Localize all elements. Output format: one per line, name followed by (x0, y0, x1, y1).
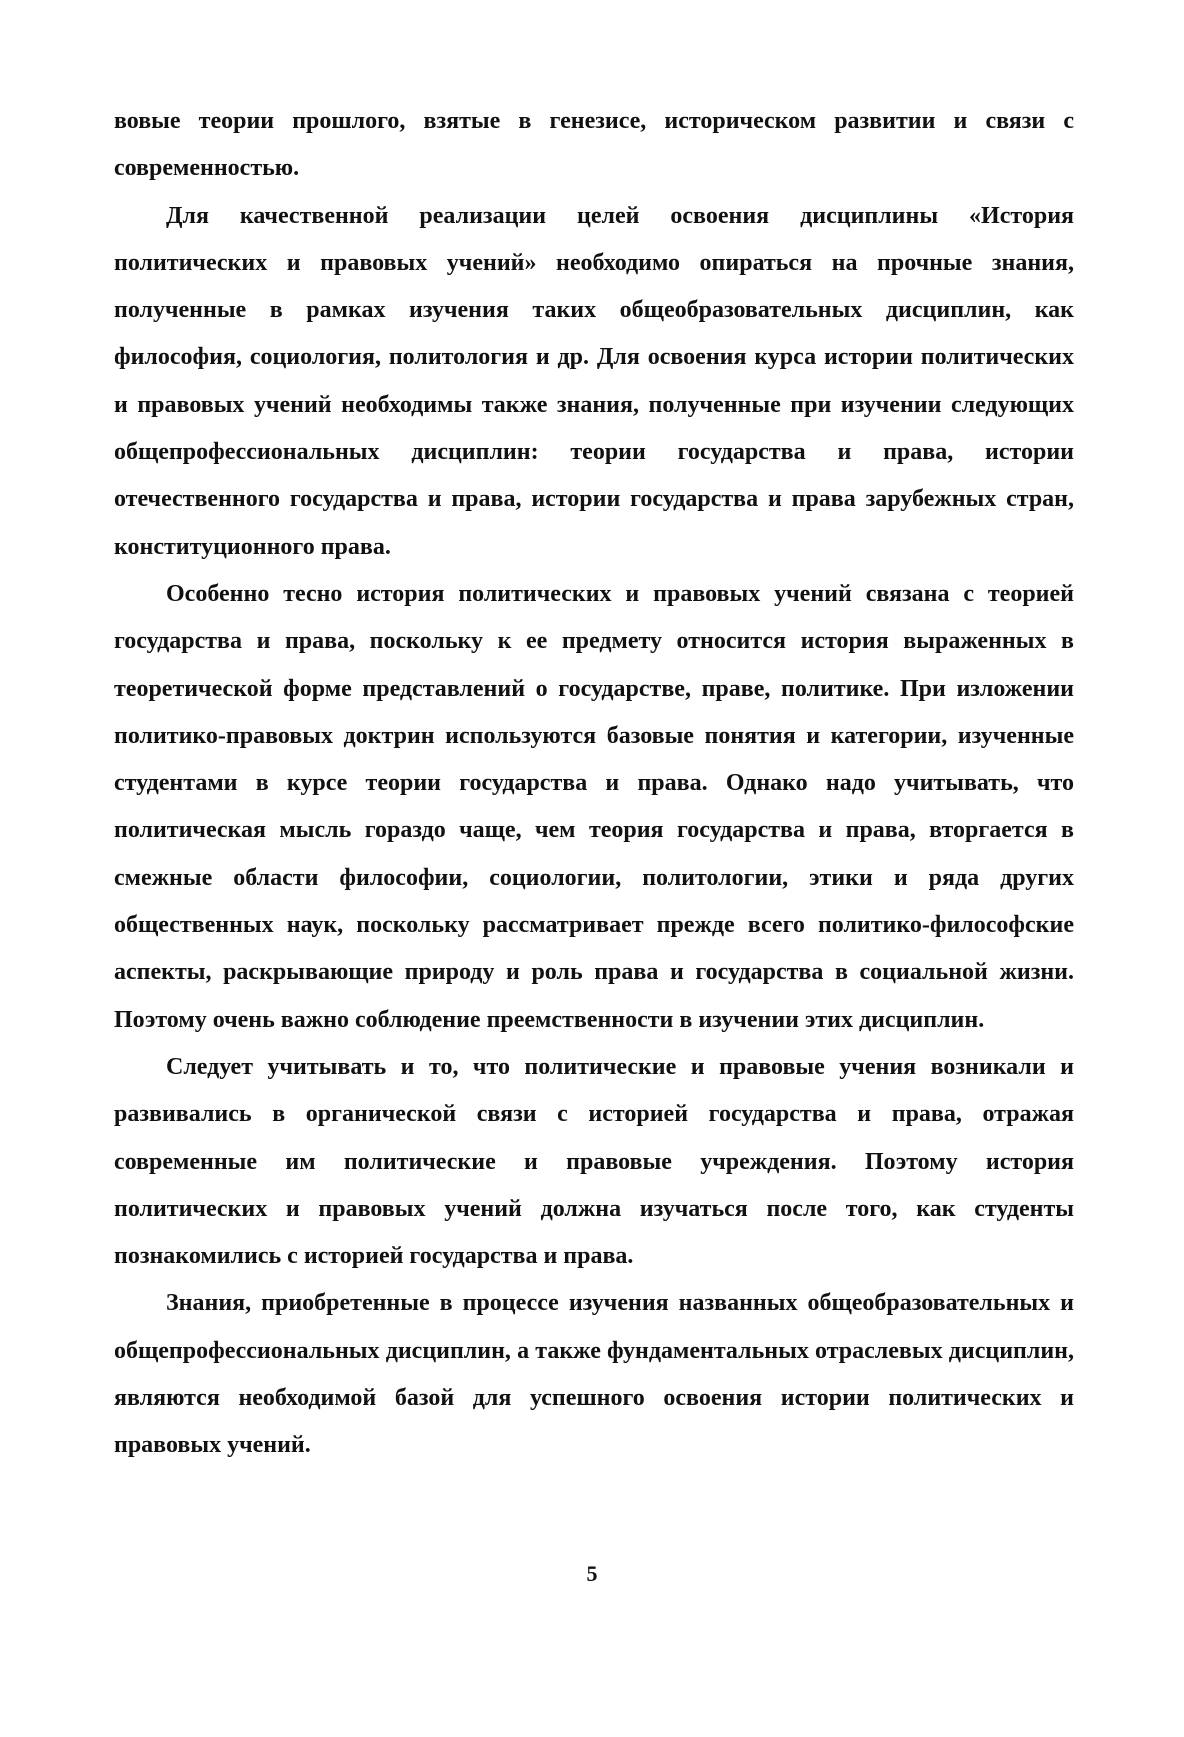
paragraph: Следует учитывать и то, что политические и правовые учения возникали и развивались в органической связи с историей государства и права, отражая современные им политические и правовые учреждения. Поэтому история политических и правовых учений должна изучаться после того, как студенты познакомились с историей государства и права. (114, 1053, 1074, 1270)
paragraph: Знания, приобретенные в процессе изучения названных общеобразовательных и общепрофессиональных дисциплин, а также фундаментальных отраслевых дисциплин, являются необходимой базой для успешного освоения истории политических и правовых учений. (114, 1290, 1074, 1459)
paragraph-continuation: вовые теории прошлого, взятые в генезисе, историческом развитии и связи с современностью. (114, 108, 1074, 182)
paragraph: Особенно тесно история политических и правовых учений связана с теорией государства и права, поскольку к ее предмету относится история выраженных в теоретической форме представлений о государстве, праве, политике. При изложении политико-правовых доктрин используются базовые понятия и категории, изученные студентами в курсе теории государства и права. Однако надо учитывать, что политическая мысль гораздо чаще, чем теория государства и права, вторгается в смежные области философии, социологии, политологии, этики и ряда других общественных наук, поскольку рассматривает прежде всего политико-философские аспекты, раскрывающие природу и роль права и государства в социальной жизни. Поэтому очень важно соблюдение преемственности в изучении этих дисциплин. (114, 580, 1074, 1033)
paragraph: Для качественной реализации целей освоения дисциплины «История политических и правовых учений» необходимо опираться на прочные знания, полученные в рамках изучения таких общеобразовательных дисциплин, как философия, социология, политология и др. Для освоения курса истории политических и правовых учений необходимы также знания, полученные при изучении следующих общепрофессиональных дисциплин: теории государства и права, истории отечественного государства и права, истории государства и права зарубежных стран, конституционного права. (114, 202, 1074, 560)
body-text (114, 98, 1074, 1470)
page-number: 5 (586, 1561, 598, 1586)
